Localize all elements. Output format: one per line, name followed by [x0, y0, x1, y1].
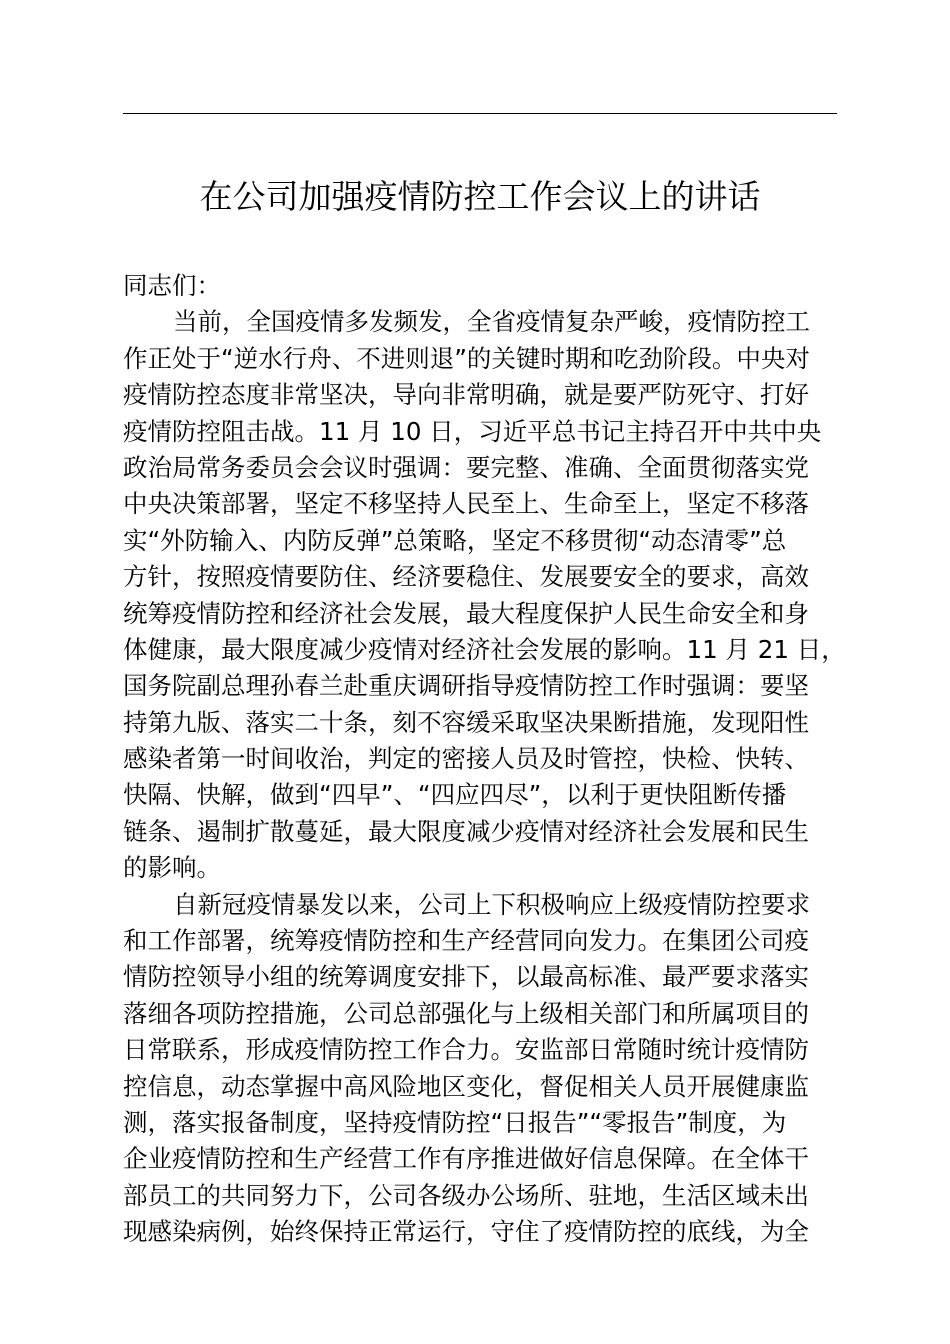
paragraph-line: 部员工的共同努力下，公司各级办公场所、驻地，生活区域未出: [123, 1180, 809, 1210]
paragraph-line: 中央决策部署，坚定不移坚持人民至上、生命至上，坚定不移落: [123, 489, 809, 519]
paragraph-line: 持第九版、落实二十条，刻不容缓采取坚决果断措施，发现阳性: [123, 707, 809, 737]
document-body: [123, 268, 846, 1251]
paragraph-line: 测，落实报备制度，坚持疫情防控“日报告”“零报告”制度，为: [123, 1107, 787, 1137]
salutation: 同志们：: [123, 271, 221, 300]
paragraph-line: 控信息，动态掌握中高风险地区变化，督促相关人员开展健康监: [123, 1071, 809, 1101]
paragraph-2: [123, 887, 843, 1251]
paragraph-1: [123, 304, 846, 886]
paragraph-line: 当前，全国疫情多发频发，全省疫情复杂严峻，疫情防控工: [173, 307, 810, 337]
paragraph-line: 国务院副总理孙春兰赴重庆调研指导疫情防控工作时强调：要坚: [123, 671, 809, 701]
paragraph-line: 统筹疫情防控和经济社会发展，最大程度保护人民生命安全和身: [123, 598, 809, 628]
paragraph-line: 情防控领导小组的统筹调度安排下，以最高标准、最严要求落实: [123, 962, 809, 992]
paragraph-line: 方针，按照疫情要防住、经济要稳住、发展要安全的要求，高效: [123, 562, 809, 592]
paragraph-line: 体健康，最大限度减少疫情对经济社会发展的影响。11 月 21 日，: [123, 634, 846, 664]
paragraph-line: 自新冠疫情暴发以来，公司上下积极响应上级疫情防控要求: [173, 889, 810, 919]
paragraph-line: 企业疫情防控和生产经营工作有序推进做好信息保障。在全体干: [123, 1144, 809, 1174]
paragraph-line: 作正处于“逆水行舟、不进则退”的关键时期和吃劲阶段。中央对: [123, 343, 810, 373]
header-rule: [123, 113, 837, 114]
paragraph-line: 落细各项防控措施，公司总部强化与上级相关部门和所属项目的: [123, 998, 809, 1028]
paragraph-line: 实“外防输入、内防反弹”总策略，坚定不移贯彻“动态清零”总: [123, 525, 787, 555]
document-title: 在公司加强疫情防控工作会议上的讲话: [199, 177, 761, 216]
paragraph-line: 的影响。: [123, 853, 221, 883]
paragraph-line: 链条、遏制扩散蔓延，最大限度减少疫情对经济社会发展和民生: [123, 816, 809, 846]
paragraph-line: 现感染病例，始终保持正常运行，守住了疫情防控的底线，为全: [123, 1217, 809, 1247]
paragraph-line: 和工作部署，统筹疫情防控和生产经营同向发力。在集团公司疫: [123, 926, 809, 956]
paragraph-line: 快隔、快解，做到“四早”、“四应四尽”，以利于更快阻断传播: [123, 780, 787, 810]
paragraph-line: 疫情防控阻击战。11 月 10 日，习近平总书记主持召开中共中央: [123, 416, 822, 446]
paragraph-line: 疫情防控态度非常坚决，导向非常明确，就是要严防死守、打好: [123, 380, 809, 410]
paragraph-line: 政治局常务委员会会议时强调：要完整、准确、全面贯彻落实党: [123, 452, 809, 482]
paragraph-line: 日常联系，形成疫情防控工作合力。安监部日常随时统计疫情防: [123, 1035, 809, 1065]
paragraph-line: 感染者第一时间收治，判定的密接人员及时管控，快检、快转、: [123, 744, 809, 774]
